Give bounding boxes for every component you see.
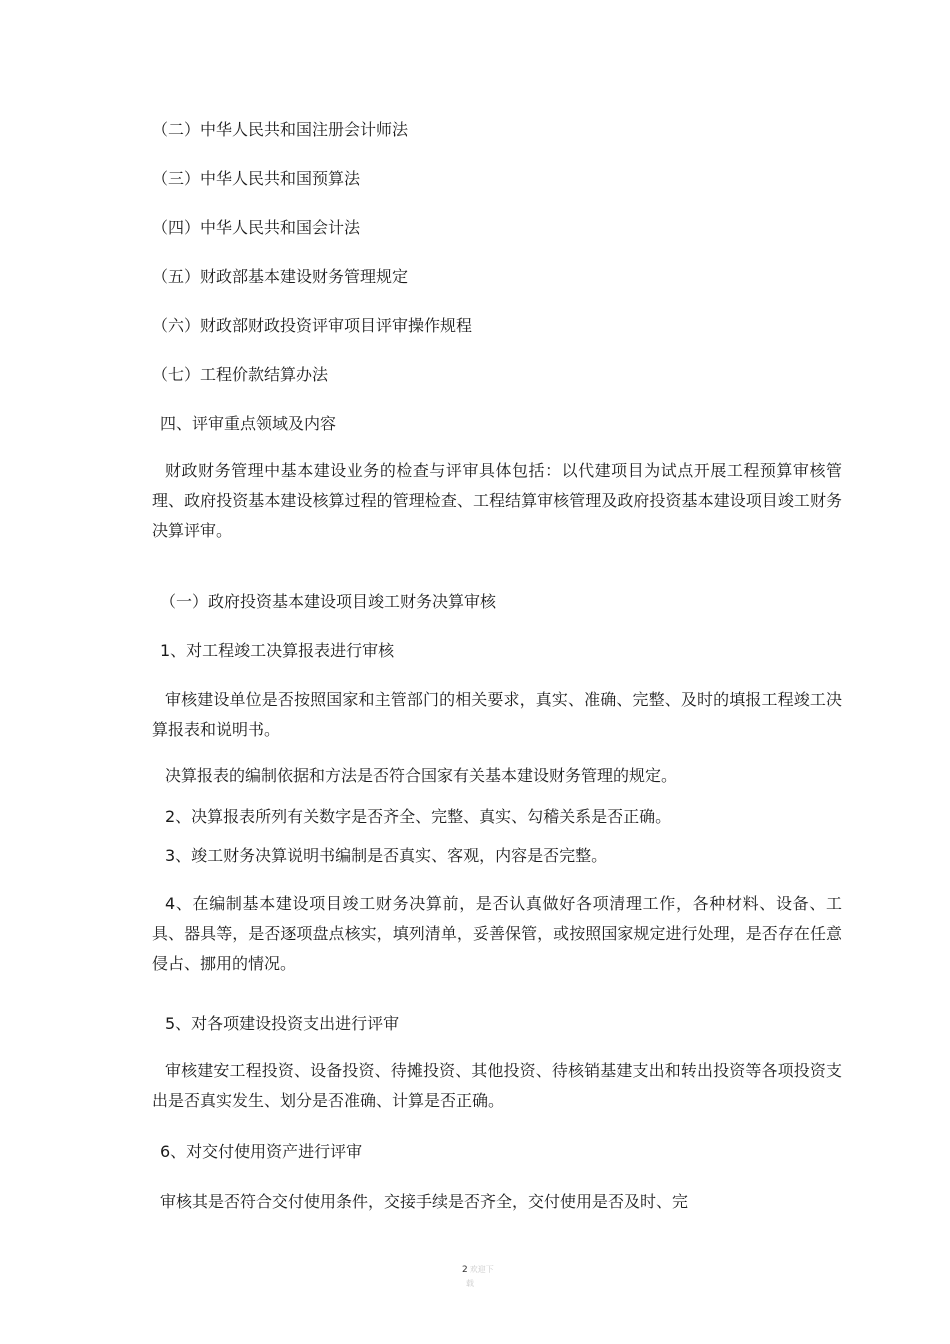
basis-line: 决算报表的编制依据和方法是否符合国家有关基本建设财务管理的规定。 bbox=[165, 766, 678, 785]
section-heading-4: 四、评审重点领域及内容 bbox=[160, 414, 337, 433]
page-footer bbox=[462, 1264, 494, 1288]
law-item-2: （二）中华人民共和国注册会计师法 bbox=[152, 120, 409, 139]
item-2: 2、决算报表所列有关数字是否齐全、完整、真实、勾稽关系是否正确。 bbox=[165, 807, 672, 826]
item-6-heading: 6、对交付使用资产进行评审 bbox=[160, 1142, 363, 1161]
item-3: 3、竣工财务决算说明书编制是否真实、客观，内容是否完整。 bbox=[165, 846, 608, 865]
law-item-4: （四）中华人民共和国会计法 bbox=[152, 218, 361, 237]
item-1-heading: 1、对工程竣工决算报表进行审核 bbox=[160, 641, 395, 660]
watermark-text: 欢迎下 bbox=[469, 1265, 494, 1274]
watermark-text-2: 载 bbox=[466, 1279, 474, 1288]
paragraph-6: 审核其是否符合交付使用条件，交接手续是否齐全，交付使用是否及时、完 bbox=[160, 1192, 689, 1211]
subsection-heading-1: （一）政府投资基本建设项目竣工财务决算审核 bbox=[160, 592, 497, 611]
law-item-6: （六）财政部财政投资评审项目评审操作规程 bbox=[152, 316, 473, 335]
intro-paragraph: 财政财务管理中基本建设业务的检查与评审具体包括：以代建项目为试点开展工程预算审核管理、政府投资基本建设核算过程的管理检查、工程结算审核管理及政府投资基本建设项目竣工财务决算评审。 bbox=[152, 461, 842, 540]
paragraph-5: 审核建安工程投资、设备投资、待摊投资、其他投资、待核销基建支出和转出投资等各项投资支出是否真实发生、划分是否准确、计算是否正确。 bbox=[152, 1061, 842, 1110]
paragraph-1: 审核建设单位是否按照国家和主管部门的相关要求，真实、准确、完整、及时的填报工程竣工决算报表和说明书。 bbox=[152, 690, 842, 739]
law-item-5: （五）财政部基本建设财务管理规定 bbox=[152, 267, 409, 286]
page-number: 2 bbox=[462, 1265, 468, 1275]
item-5-heading: 5、对各项建设投资支出进行评审 bbox=[165, 1014, 400, 1033]
law-item-3: （三）中华人民共和国预算法 bbox=[152, 169, 361, 188]
law-item-7: （七）工程价款结算办法 bbox=[152, 365, 329, 384]
paragraph-4: 4、在编制基本建设项目竣工财务决算前，是否认真做好各项清理工作，各种材料、设备、工具、器具等，是否逐项盘点核实，填列清单，妥善保管，或按照国家规定进行处理，是否存在任意侵占、挪用的情况。 bbox=[152, 894, 842, 973]
